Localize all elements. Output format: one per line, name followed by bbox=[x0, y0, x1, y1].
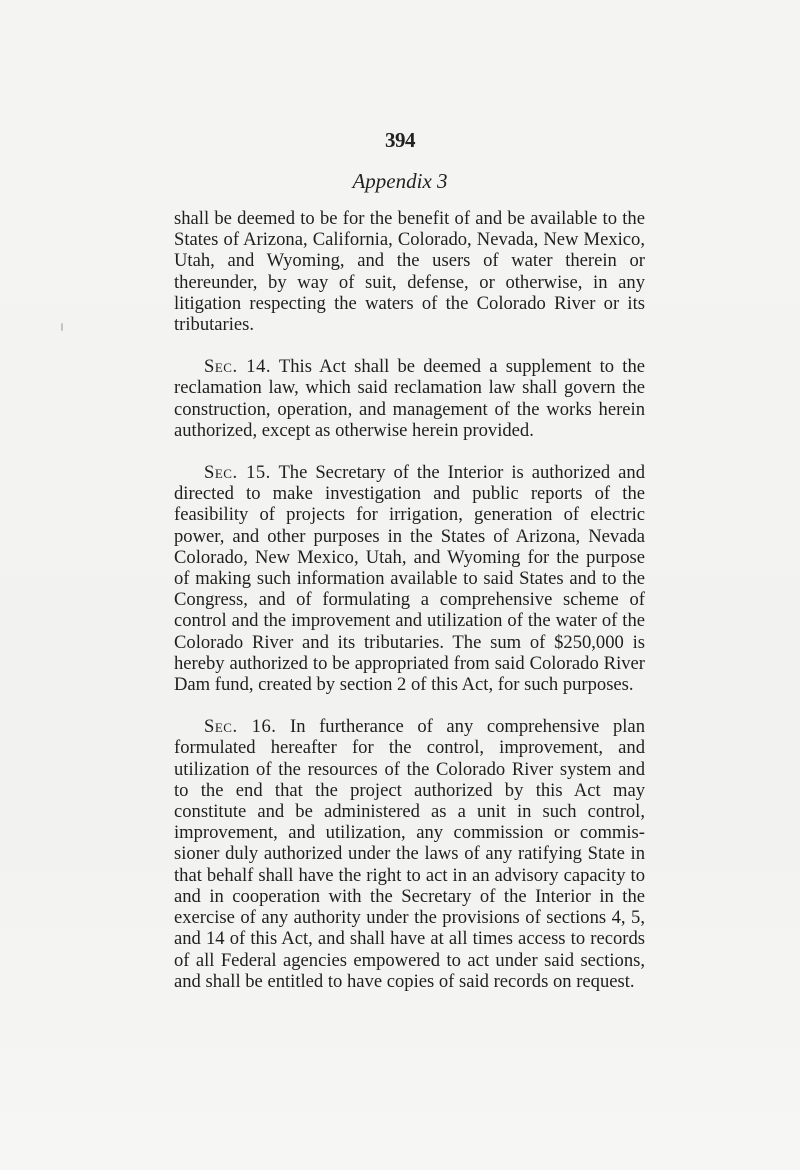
paragraph-text: This Act shall be deemed a supplement to the reclamation law, which said reclamation law shall govern the construction, operation, and management of the works herein authorized, except as otherwise herein provided. bbox=[174, 356, 645, 441]
section-label: Sec. 14. bbox=[204, 356, 272, 378]
running-head: Appendix 3 bbox=[352, 169, 448, 193]
section-16-paragraph bbox=[174, 716, 645, 992]
body-text bbox=[174, 208, 645, 992]
section-label: Sec. 16. bbox=[204, 716, 277, 738]
section-label: Sec. 15. bbox=[204, 462, 271, 484]
section-14-paragraph bbox=[174, 356, 645, 441]
paragraph-continuation bbox=[174, 208, 645, 335]
paragraph-text: shall be deemed to be for the benefit of and be available to the States of Arizona, California, Colorado, Nevada, New Mexico, Utah, and Wyoming, and the users of water therein or thereunder, by way of suit, defense, or otherwise, in any litigation respecting the waters of the Colorado River or its tributaries. bbox=[174, 208, 645, 336]
paragraph-text: The Secretary of the Interior is authorized and directed to make investigation and public reports of the feasibility of projects for irrigation, generation of electric power, and other purposes in the States of Arizona, Nevada Colorado, New Mexico, Utah, and Wyoming for the purpose of making such information available to said States and to the Congress, and of formulating a comprehensive scheme of control and the improvement and utilization of the water of the Colorado River and its tributaries. The sum of $250,000 is hereby authorized to be appropriated from said Colorado River Dam fund, created by section 2 of this Act, for such purposes. bbox=[174, 462, 645, 696]
paragraph-text: In furtherance of any comprehensive plan formulated hereafter for the control, improvement, and utilization of the resources of the Colorado River system and to the end that the project authorized by this Act may constitute and be administered as a unit in such control, improvement, and utilization, any commission or commissioner duly authorized under the laws of any ratifying State in that behalf shall have the right to act in an advisory capacity to and in cooperation with the Secretary of the Interior in the exercise of any authority under the provisions of sections 4, 5, and 14 of this Act, and shall have at all times access to records of all Federal agencies empowered to act under said sections, and shall be entitled to have copies of said records on request. bbox=[174, 716, 645, 992]
section-15-paragraph bbox=[174, 462, 645, 695]
page-speck bbox=[61, 323, 63, 331]
page-number: 394 bbox=[385, 128, 415, 152]
